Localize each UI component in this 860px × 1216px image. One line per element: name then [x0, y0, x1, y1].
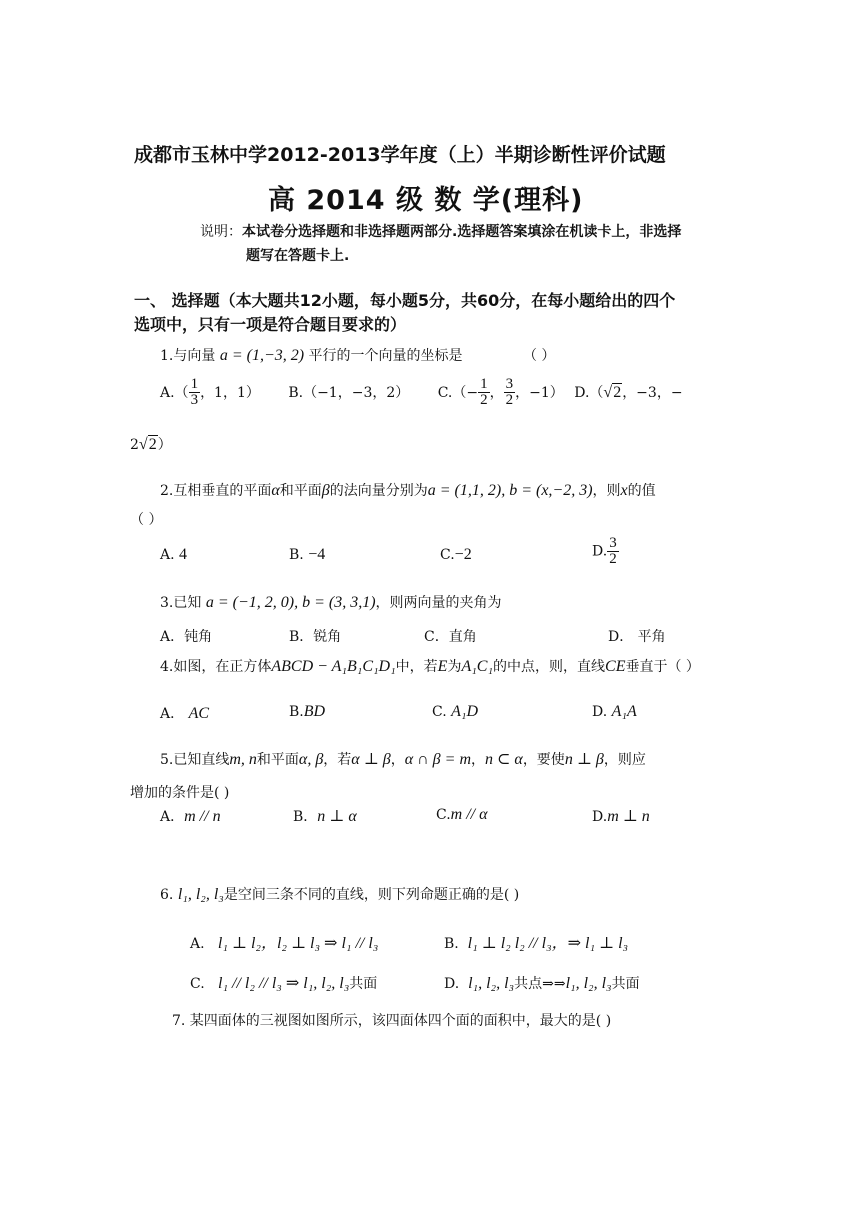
- q2-a-val: 4: [179, 546, 188, 563]
- q1-opt-d-post: ，−3，−: [622, 384, 683, 401]
- q5-option-c: [436, 806, 488, 824]
- q6-c-val: l₁ // l₂ // l₃ ⇒ l₁, l₂, l₃: [218, 975, 350, 992]
- q3-option-a: A．钝角: [160, 629, 213, 645]
- q6-d-val2: l₁, l₂, l₃: [565, 975, 612, 992]
- q2-mid2: 的法向量分别为: [329, 483, 428, 499]
- q4-mid1: 中，若: [395, 659, 438, 675]
- q1-opt-d-sqrt2: √2: [138, 436, 157, 453]
- q1-opt-c-post: ，−1）: [515, 384, 564, 401]
- q2-option-b: [289, 546, 325, 564]
- q4-b-label: B.: [289, 704, 304, 720]
- q1-c-num2: 3: [505, 376, 514, 392]
- q4-b-val: BD: [303, 703, 326, 720]
- q5-a-label: A．: [160, 809, 185, 825]
- q5-stem-pre: 5.已知直线: [160, 752, 230, 768]
- question-5-stem: [160, 749, 646, 769]
- school-title: 成都市玉林中学2012-2013学年度（上）半期诊断性评价试题: [134, 144, 666, 166]
- q1-opt-d-sqrt: √2: [603, 383, 622, 401]
- q5-c3: n ⊂ α: [485, 751, 523, 768]
- q1-frac-num: 1: [190, 376, 199, 392]
- q1-opt-c-frac1: [478, 377, 490, 408]
- q4-stem-pre: 4.如图，在正方体: [160, 659, 272, 675]
- q4-e: E: [437, 658, 448, 675]
- note-prefix: 说明：: [200, 224, 242, 240]
- q6-b-val: l₁ ⊥ l₂ l₂ // l₃，⇒ l₁ ⊥ l₃: [467, 935, 629, 952]
- q2-mid3: ，则: [592, 483, 621, 499]
- q2-option-d: [592, 536, 619, 567]
- question-7-stem: 7. 某四面体的三视图如图所示，该四面体四个面的面积中，最大的是( ): [172, 1013, 612, 1029]
- q6-d-val: l₁, l₂, l₃: [468, 975, 515, 992]
- q2-stem-pre: 2.互相垂直的平面: [160, 483, 272, 499]
- q6-option-a: [190, 930, 378, 953]
- q6-b-label: B.: [444, 936, 459, 952]
- q5-stem-post: ，则应: [603, 752, 646, 768]
- q4-option-a: [160, 703, 209, 723]
- q1-c-num1: 1: [480, 376, 488, 392]
- q2-b-val: −4: [308, 546, 326, 563]
- q4-option-d: [592, 703, 637, 721]
- q2-a-label: A.: [160, 547, 175, 563]
- q6-c-tail: 共面: [349, 976, 378, 992]
- q5-b-val: n ⊥ α: [317, 808, 357, 825]
- question-1-option-d-wrap: [130, 434, 172, 454]
- q1-vector: a = (1,−3, 2): [219, 347, 305, 364]
- question-4-stem: [160, 656, 700, 676]
- q2-vectors: a = (1,1, 2), b = (x,−2, 3): [427, 482, 593, 499]
- q2-alpha: α: [271, 482, 280, 499]
- q6-d-tail: 共面: [611, 976, 640, 992]
- q5-option-d: [592, 806, 650, 826]
- q6-option-b: [444, 930, 628, 953]
- q1-answer-blank: （ ）: [522, 348, 556, 364]
- q5-b-label: B．: [293, 809, 318, 825]
- q2-c-label: C.: [440, 547, 455, 563]
- q1-option-b: B.（−1，−3，2）: [288, 384, 410, 401]
- q5-c1: α ⊥ β: [351, 751, 391, 768]
- q4-c-val: A₁D: [451, 703, 479, 720]
- question-6-stem: [160, 884, 519, 904]
- q4-mid3: 的中点，则，直线: [493, 659, 606, 675]
- q5-d-val: m ⊥ n: [607, 808, 650, 825]
- q1-stem-pre: 1.与向量: [160, 348, 216, 364]
- q3-option-b: B．锐角: [289, 629, 342, 645]
- q2-c-val: −2: [454, 546, 472, 563]
- q2-x: x: [620, 482, 628, 499]
- q2-d-label: D.: [592, 543, 608, 560]
- q6-option-d: [444, 973, 640, 993]
- q6-num: 6.: [160, 887, 174, 903]
- q4-option-b: [289, 703, 325, 721]
- q5-sep2: ，: [471, 752, 485, 768]
- question-3-stem: [160, 592, 502, 612]
- q3-option-d: D． 平角: [608, 629, 666, 645]
- q6-d-label: D.: [444, 976, 460, 992]
- section-heading-1: 一、 选择题（本大题共12小题，每小题5分，共60分，在每小题给出的四个: [134, 291, 676, 310]
- q5-ab: α, β: [298, 751, 324, 768]
- q4-c-label: C.: [432, 704, 447, 720]
- q2-beta: β: [321, 482, 330, 499]
- q4-seg: A₁C₁: [461, 658, 494, 675]
- q1-sqrt-arg-2: 2: [148, 436, 157, 453]
- q6-option-c: [190, 973, 377, 993]
- q4-option-c: [432, 703, 478, 721]
- q6-stem-post: 是空间三条不同的直线，则下列命题正确的是( ): [223, 887, 520, 903]
- q4-stem-post: 垂直于（ ）: [625, 659, 700, 675]
- q4-a-val: AC: [188, 705, 210, 722]
- q5-c-val: m // α: [450, 806, 488, 823]
- q6-c-label: C.: [190, 976, 205, 992]
- q2-b-label: B.: [289, 547, 304, 563]
- q1-opt-a-fraction: [189, 377, 201, 408]
- q5-d-label: D.: [592, 809, 608, 825]
- q2-mid1: 和平面: [279, 483, 322, 499]
- q5-mid2: ，若: [323, 752, 352, 768]
- q5-mn: m, n: [229, 751, 257, 768]
- q2-option-a: [160, 546, 187, 564]
- q4-d-label: D.: [592, 704, 608, 720]
- q6-a-label: A.: [190, 936, 205, 952]
- exam-note-line1: [200, 221, 681, 241]
- q5-option-a: [160, 806, 221, 826]
- note-body-1: 本试卷分选择题和非选择题两部分.选择题答案填涂在机读卡上，非选择: [242, 224, 682, 240]
- q4-d-val: A₁A: [611, 703, 637, 720]
- q1-option-c: [437, 376, 569, 408]
- q1-opt-c-mid: ，: [489, 384, 504, 401]
- q1-c-den2: 2: [505, 392, 514, 408]
- q1-opt-c-frac2: [504, 377, 516, 408]
- q4-ce: CE: [605, 658, 626, 675]
- q5-sep1: ，: [390, 752, 405, 768]
- q1-c-den1: 2: [480, 392, 488, 408]
- q2-d-num: 3: [609, 535, 617, 551]
- question-1-options: [160, 377, 683, 408]
- q1-opt-c-pre: C.（−: [437, 384, 479, 401]
- q1-option-d: [574, 385, 682, 401]
- q6-a-val: l₁ ⊥ l₂，l₂ ⊥ l₃ ⇒ l₁ // l₃: [217, 935, 379, 952]
- q3-stem-pre: 3.已知: [160, 595, 202, 611]
- q5-mid3: ，要使: [522, 752, 565, 768]
- q6-d-mid: 共点⇒⇒: [514, 976, 566, 992]
- subject-title: 高 2014 级 数 学(理科): [268, 185, 584, 216]
- q2-d-den: 2: [609, 551, 617, 567]
- q5-c2: α ∩ β = m: [404, 751, 471, 768]
- q1-opt-a-post: ，1，1）: [200, 384, 260, 401]
- q4-mid2: 为: [447, 659, 462, 675]
- q1-opt-d-end: ）: [157, 437, 172, 453]
- q6-lines: l₁, l₂, l₃: [177, 886, 224, 903]
- q2-option-c: [440, 546, 472, 564]
- q3-vectors: a = (−1, 2, 0), b = (3, 3,1): [205, 594, 376, 611]
- q1-option-a: [160, 376, 264, 408]
- question-2-blank: （ ）: [130, 512, 163, 528]
- q1-stem-post: 平行的一个向量的坐标是: [308, 348, 463, 364]
- question-5-line2: 增加的条件是( ): [130, 785, 230, 801]
- q2-d-fraction: [607, 536, 619, 567]
- q1-opt-a-pre: A.（: [160, 384, 189, 401]
- exam-note-line2: [246, 245, 349, 265]
- q5-c4: n ⊥ β: [564, 751, 604, 768]
- section-heading-2: 选项中，只有一项是符合题目要求的）: [134, 315, 407, 334]
- q1-opt-d-wrap: 2: [130, 437, 139, 453]
- q2-stem-post: 的值: [627, 483, 656, 499]
- q4-cube: ABCD − A₁B₁C₁D₁: [271, 658, 396, 675]
- q1-sqrt-arg: 2: [613, 383, 622, 401]
- q4-a-label: A．: [160, 706, 185, 722]
- q5-c-label: C.: [436, 807, 451, 823]
- question-2-stem: [160, 480, 656, 500]
- q5-a-val: m // n: [184, 808, 221, 825]
- q5-option-b: [293, 806, 357, 826]
- q1-frac-den: 3: [190, 392, 199, 408]
- q5-mid1: 和平面: [256, 752, 299, 768]
- note-body-2: 题写在答题卡上.: [246, 248, 350, 264]
- question-1-stem: [160, 345, 555, 365]
- q1-opt-d-pre: D.（: [574, 384, 604, 401]
- q3-option-c: C．直角: [424, 629, 477, 645]
- q3-stem-post: ，则两向量的夹角为: [375, 595, 502, 611]
